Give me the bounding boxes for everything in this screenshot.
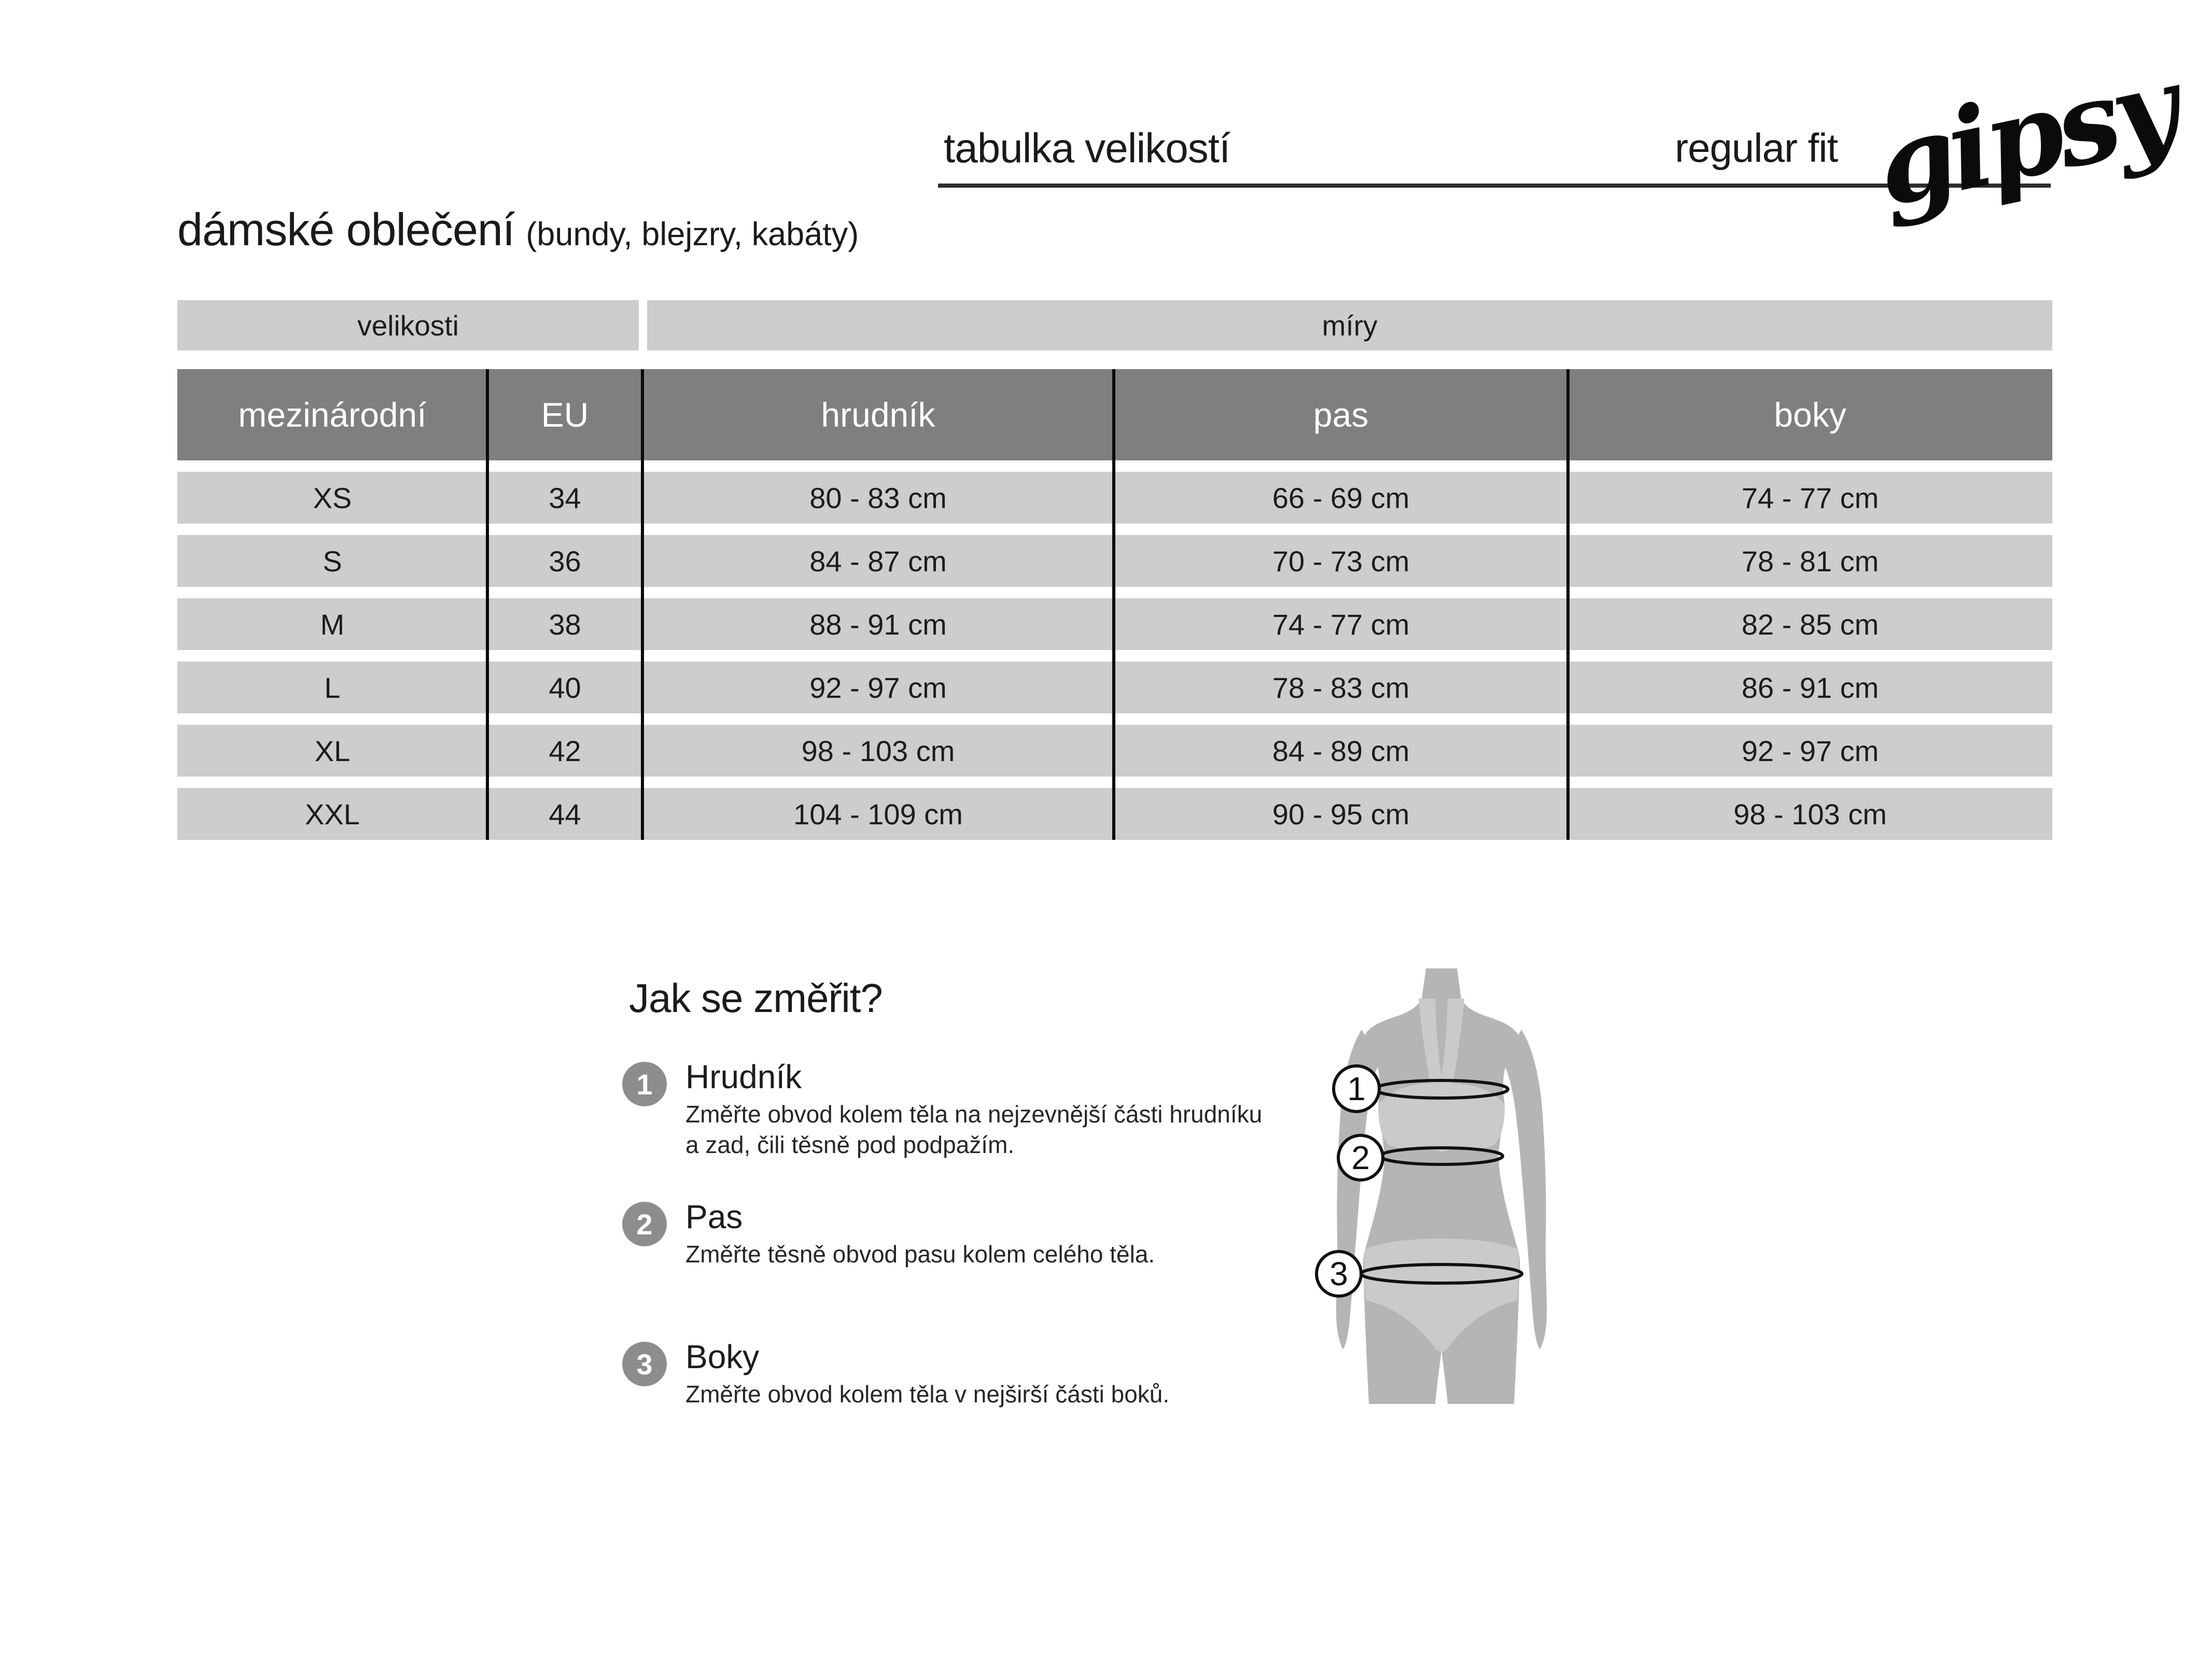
cell-chest: 104 - 109 cm <box>793 797 963 831</box>
cell-waist: 90 - 95 cm <box>1272 797 1410 831</box>
cell-eu: 40 <box>549 671 581 704</box>
cell-size: XS <box>313 481 352 514</box>
column-header-eu: EU <box>541 396 589 434</box>
how-to-measure-title: Jak se změřit? <box>629 975 883 1021</box>
step-label: Boky <box>685 1338 760 1375</box>
cell-eu: 36 <box>549 544 581 578</box>
cell-eu: 38 <box>549 608 581 641</box>
group-header-measurements: míry <box>647 300 2052 350</box>
column-divider <box>486 369 489 840</box>
step-description: Změřte těsně obvod pasu kolem celého těla. <box>685 1241 1155 1268</box>
cell-eu: 44 <box>549 797 581 831</box>
step-text <box>685 1199 1277 1270</box>
cell-eu: 42 <box>549 734 581 767</box>
step-number-badge <box>622 1062 667 1106</box>
waist-marker-number: 2 <box>1351 1139 1370 1176</box>
cell-hips: 74 - 77 cm <box>1741 481 1879 514</box>
cell-size: L <box>324 671 341 704</box>
cell-size: S <box>323 544 342 578</box>
cell-chest: 84 - 87 cm <box>809 544 947 578</box>
chest-marker-number: 1 <box>1347 1070 1366 1107</box>
cell-waist: 74 - 77 cm <box>1272 608 1410 641</box>
cell-chest: 88 - 91 cm <box>809 608 947 641</box>
column-header-international: mezinárodní <box>238 396 427 434</box>
waist-marker <box>1338 1135 1383 1180</box>
cell-eu: 34 <box>549 481 581 514</box>
step-text <box>685 1339 1277 1410</box>
category-title: dámské oblečení <box>177 204 515 255</box>
column-header-chest: hrudník <box>821 396 935 434</box>
step-number: 2 <box>636 1207 653 1241</box>
column-header-waist: pas <box>1313 396 1369 434</box>
step-description: Změřte obvod kolem těla v nejširší části boků. <box>685 1381 1170 1408</box>
column-divider <box>1112 369 1115 840</box>
step-number: 3 <box>636 1347 653 1381</box>
cell-waist: 66 - 69 cm <box>1272 481 1410 514</box>
column-divider <box>1566 369 1570 840</box>
step-number-badge <box>622 1202 667 1246</box>
cell-size: XL <box>314 734 351 767</box>
cell-waist: 84 - 89 cm <box>1272 734 1410 767</box>
body-silhouette <box>1312 968 1556 1409</box>
page-title: tabulka velikostí <box>944 125 1230 171</box>
cell-waist: 70 - 73 cm <box>1272 544 1410 578</box>
group-header-sizes: velikosti <box>177 300 639 350</box>
step-label: Pas <box>685 1198 743 1235</box>
cell-size: M <box>320 608 345 641</box>
hips-marker-number: 3 <box>1329 1255 1348 1292</box>
size-table <box>177 300 2052 840</box>
cell-hips: 78 - 81 cm <box>1741 544 1879 578</box>
column-header-hips: boky <box>1774 396 1846 434</box>
cell-hips: 82 - 85 cm <box>1741 608 1879 641</box>
hips-marker <box>1317 1252 1361 1296</box>
step-text <box>685 1059 1277 1160</box>
step-number: 1 <box>636 1067 653 1101</box>
category-subtitle: (bundy, blejzry, kabáty) <box>526 216 859 252</box>
fit-label: regular fit <box>1675 125 1838 171</box>
cell-hips: 92 - 97 cm <box>1741 734 1879 767</box>
chest-marker <box>1334 1066 1379 1112</box>
category-line <box>177 203 859 256</box>
silhouette-bra-cups <box>1378 1084 1505 1152</box>
cell-waist: 78 - 83 cm <box>1272 671 1410 704</box>
cell-chest: 92 - 97 cm <box>809 671 947 704</box>
step-number-badge <box>622 1342 667 1386</box>
measure-step-waist <box>622 1199 1277 1270</box>
step-description: Změřte obvod kolem těla na nejzevnější části hrudníku a zad, čili těsně pod podpažím. <box>685 1101 1263 1159</box>
cell-chest: 98 - 103 cm <box>801 734 955 767</box>
column-divider <box>641 369 644 840</box>
measure-step-chest <box>622 1059 1277 1160</box>
step-label: Hrudník <box>685 1058 802 1095</box>
cell-hips: 98 - 103 cm <box>1733 797 1887 831</box>
measure-step-hips <box>622 1339 1277 1410</box>
gipsy-logo: gipsy <box>1865 41 2186 232</box>
cell-chest: 80 - 83 cm <box>809 481 947 514</box>
cell-hips: 86 - 91 cm <box>1741 671 1879 704</box>
cell-size: XXL <box>305 797 360 831</box>
